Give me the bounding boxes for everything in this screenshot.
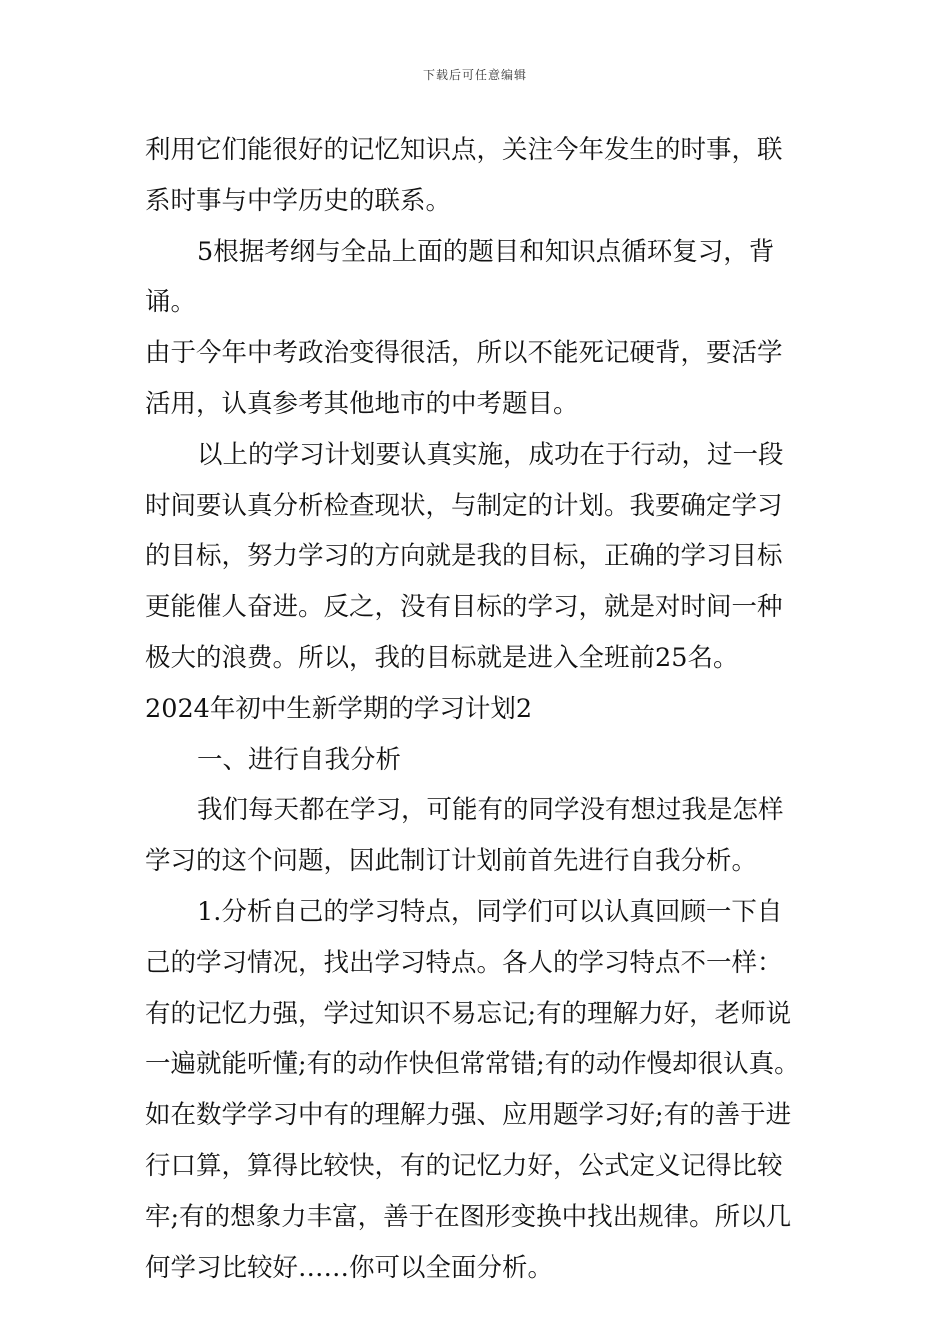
text-line: 的目标，努力学习的方向就是我的目标，正确的学习目标 <box>145 541 783 572</box>
text-line: 1.分析自己的学习特点，同学们可以认真回顾一下自 <box>197 896 783 927</box>
paragraph-conclusion <box>145 430 825 684</box>
paragraph-intro <box>145 785 825 887</box>
document-body <box>145 125 825 1293</box>
paragraph-item-1 <box>145 887 825 1293</box>
text-line: 以上的学习计划要认真实施，成功在于行动，过一段 <box>197 439 784 470</box>
text-line: 更能催人奋进。反之，没有目标的学习，就是对时间一种 <box>145 592 783 623</box>
text-line: 一、进行自我分析 <box>197 744 402 775</box>
text-line: 极大的浪费。所以，我的目标就是进入全班前25名。 <box>145 642 739 673</box>
text-line: 5根据考纲与全品上面的题目和知识点循环复习，背诵。 <box>145 236 775 318</box>
text-line: 2024年初中生新学期的学习计划2 <box>145 693 533 724</box>
text-line: 时间要认真分析检查现状，与制定的计划。我要确定学习 <box>145 490 783 521</box>
paragraph-continuation <box>145 125 825 227</box>
text-line: 系时事与中学历史的联系。 <box>145 185 452 216</box>
text-line: 由于今年中考政治变得很活，所以不能死记硬背，要活学 <box>145 338 783 369</box>
text-line: 己的学习情况，找出学习特点。各人的学习特点不一样： <box>145 947 783 978</box>
text-line: 何学习比较好……你可以全面分析。 <box>145 1252 554 1283</box>
subsection-heading <box>145 735 825 786</box>
text-line: 活用，认真参考其他地市的中考题目。 <box>145 388 579 419</box>
text-line: 学习的这个问题，因此制订计划前首先进行自我分析。 <box>145 846 758 877</box>
text-line: 一遍就能听懂;有的动作快但常常错;有的动作慢却很认真。 <box>145 1049 800 1080</box>
text-line: 牢;有的想象力丰富，善于在图形变换中找出规律。所以几 <box>145 1201 792 1232</box>
text-line: 利用它们能很好的记忆知识点，关注今年发生的时事，联 <box>145 135 783 165</box>
paragraph-item-5 <box>145 227 825 430</box>
header-note: 下载后可任意编辑 <box>422 68 527 82</box>
text-line: 行口算，算得比较快，有的记忆力好，公式定义记得比较 <box>145 1150 783 1181</box>
text-line: 有的记忆力强，学过知识不易忘记;有的理解力好，老师说 <box>145 998 792 1029</box>
text-line: 如在数学学习中有的理解力强、应用题学习好;有的善于进 <box>145 1100 792 1131</box>
section-title <box>145 684 825 735</box>
text-line: 我们每天都在学习，可能有的同学没有想过我是怎样 <box>197 795 784 826</box>
